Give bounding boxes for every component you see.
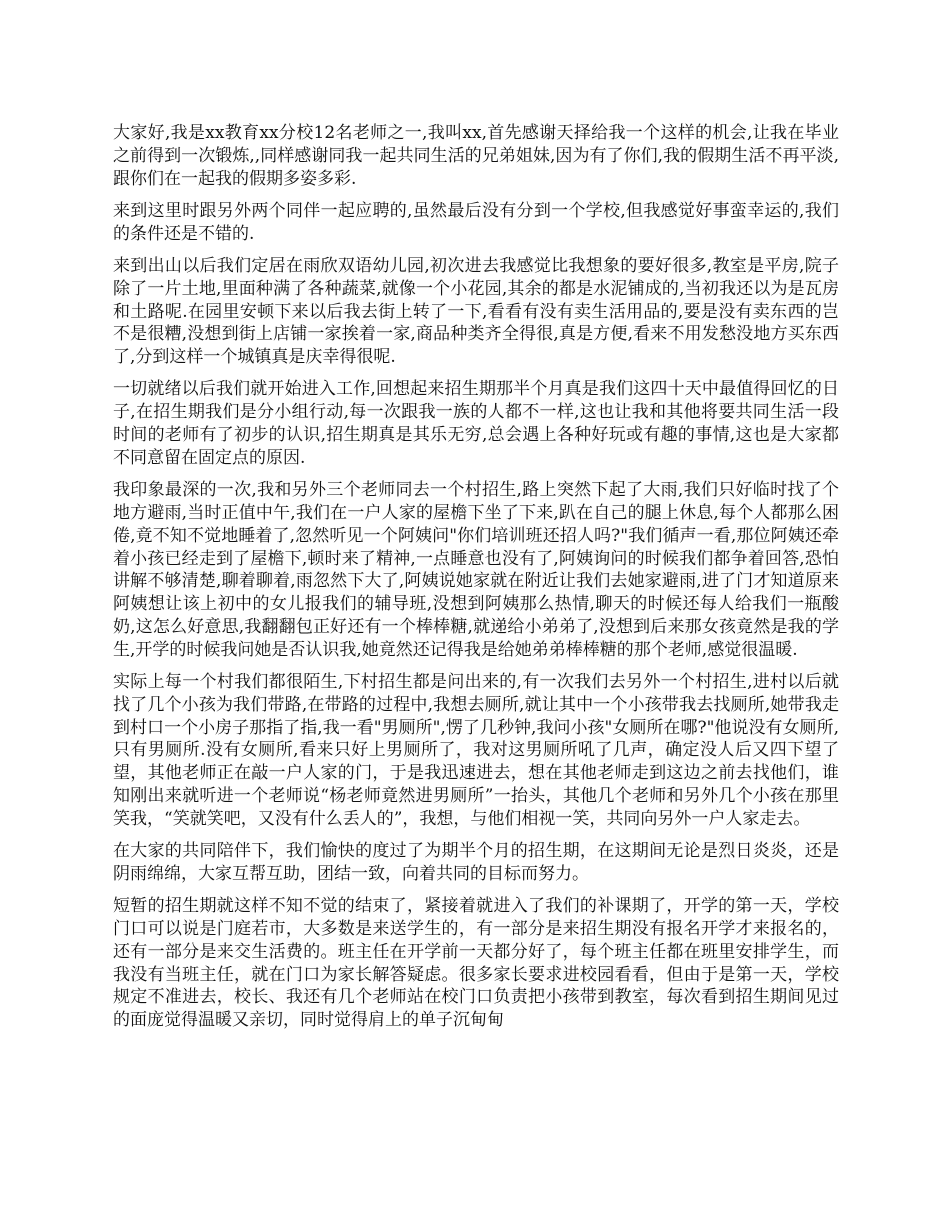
paragraph: 来到这里时跟另外两个同伴一起应聘的,虽然最后没有分到一个学校,但我感觉好事蛮幸运的,我们的条件还是不错的. <box>113 200 839 244</box>
document-body <box>113 122 839 1041</box>
paragraph: 来到出山以后我们定居在雨欣双语幼儿园,初次进去我感觉比我想象的要好很多,教室是平房,院子除了一片土地,里面种满了各种蔬菜,就像一个小花园,其余的都是水泥铺成的,当初我还以为是瓦房和土路呢.在园里安顿下来以后我去街上转了一下,看看有没有卖生活用品的,要是没有卖东西的岂不是很糟,没想到街上店铺一家挨着一家,商品种类齐全得很,真是方便,看来不用发愁没地方买东西了,分到这样一个城镇真是庆幸得很呢. <box>113 255 839 368</box>
paragraph: 一切就绪以后我们就开始进入工作,回想起来招生期那半个月真是我们这四十天中最值得回忆的日子,在招生期我们是分小组行动,每一次跟我一族的人都不一样,这也让我和其他将要共同生活一段时间的老师有了初步的认识,招生期真是其乐无穷,总会遇上各种好玩或有趣的事情,这也是大家都不同意留在固定点的原因. <box>113 379 839 468</box>
paragraph: 在大家的共同陪伴下，我们愉快的度过了为期半个月的招生期，在这期间无论是烈日炎炎，还是阴雨绵绵，大家互帮互助，团结一致，向着共同的目标而努力。 <box>113 841 839 884</box>
paragraph: 我印象最深的一次,我和另外三个老师同去一个村招生,路上突然下起了大雨,我们只好临时找了个地方避雨,当时正值中午,我们在一户人家的屋檐下坐了下来,趴在自己的腿上休息,每个人都那么困倦,竟不知不觉地睡着了,忽然听见一个阿姨问"你们培训班还招人吗?"我们循声一看,那位阿姨还牵着小孩已经走到了屋檐下,顿时来了精神,一点睡意也没有了,阿姨询问的时候我们都争着回答,恐怕讲解不够清楚,聊着聊着,雨忽然下大了,阿姨说她家就在附近让我们去她家避雨,进了门才知道原来阿姨想让该上初中的女儿报我们的辅导班,没想到阿姨那么热情,聊天的时候还每人给我们一瓶酸奶,这怎么好意思,我翻翻包正好还有一个棒棒糖,就递给小弟弟了,没想到后来那女孩竟然是我的学生,开学的时候我问她是否认识我,她竟然还记得我是给她弟弟棒棒糖的那个老师,感觉很温暖. <box>113 480 839 660</box>
paragraph: 短暂的招生期就这样不知不觉的结束了，紧接着就进入了我们的补课期了，开学的第一天，学校门口可以说是门庭若市，大多数是来送学生的，有一部分是来招生期没有报名开学才来报名的，还有一部分是来交生活费的。班主任在开学前一天都分好了，每个班主任都在班里安排学生，而我没有当班主任，就在门口为家长解答疑虑。很多家长要求进校园看看，但由于是第一天，学校规定不准进去，校长、我还有几个老师站在校门口负责把小孩带到教室，每次看到招生期间见过的面庞觉得温暖又亲切，同时觉得肩上的单子沉甸甸 <box>113 896 839 1031</box>
paragraph: 实际上每一个村我们都很陌生,下村招生都是问出来的,有一次我们去另外一个村招生,进村以后就找了几个小孩为我们带路,在带路的过程中,我想去厕所,就让其中一个小孩带我去找厕所,她带我走到村口一个小房子那指了指,我一看"男厕所",愣了几秒钟,我问小孩"女厕所在哪?"他说没有女厕所,只有男厕所.没有女厕所,看来只好上男厕所了，我对这男厕所吼了几声，确定没人后又四下望了望，其他老师正在敲一户人家的门，于是我迅速进去，想在其他老师走到这边之前去找他们，谁知刚出来就听进一个老师说“杨老师竟然进男厕所”一抬头，其他几个老师和另外几个小孩在那里笑我，“笑就笑吧，又没有什么丢人的”，我想，与他们相视一笑，共同向另外一户人家走去。 <box>113 672 839 829</box>
paragraph: 大家好,我是xx教育xx分校12名老师之一,我叫xx,首先感谢天择给我一个这样的机会,让我在毕业之前得到一次锻炼,,同样感谢同我一起共同生活的兄弟姐妹,因为有了你们,我的假期生活不再平淡,跟你们在一起我的假期多姿多彩. <box>113 123 839 189</box>
